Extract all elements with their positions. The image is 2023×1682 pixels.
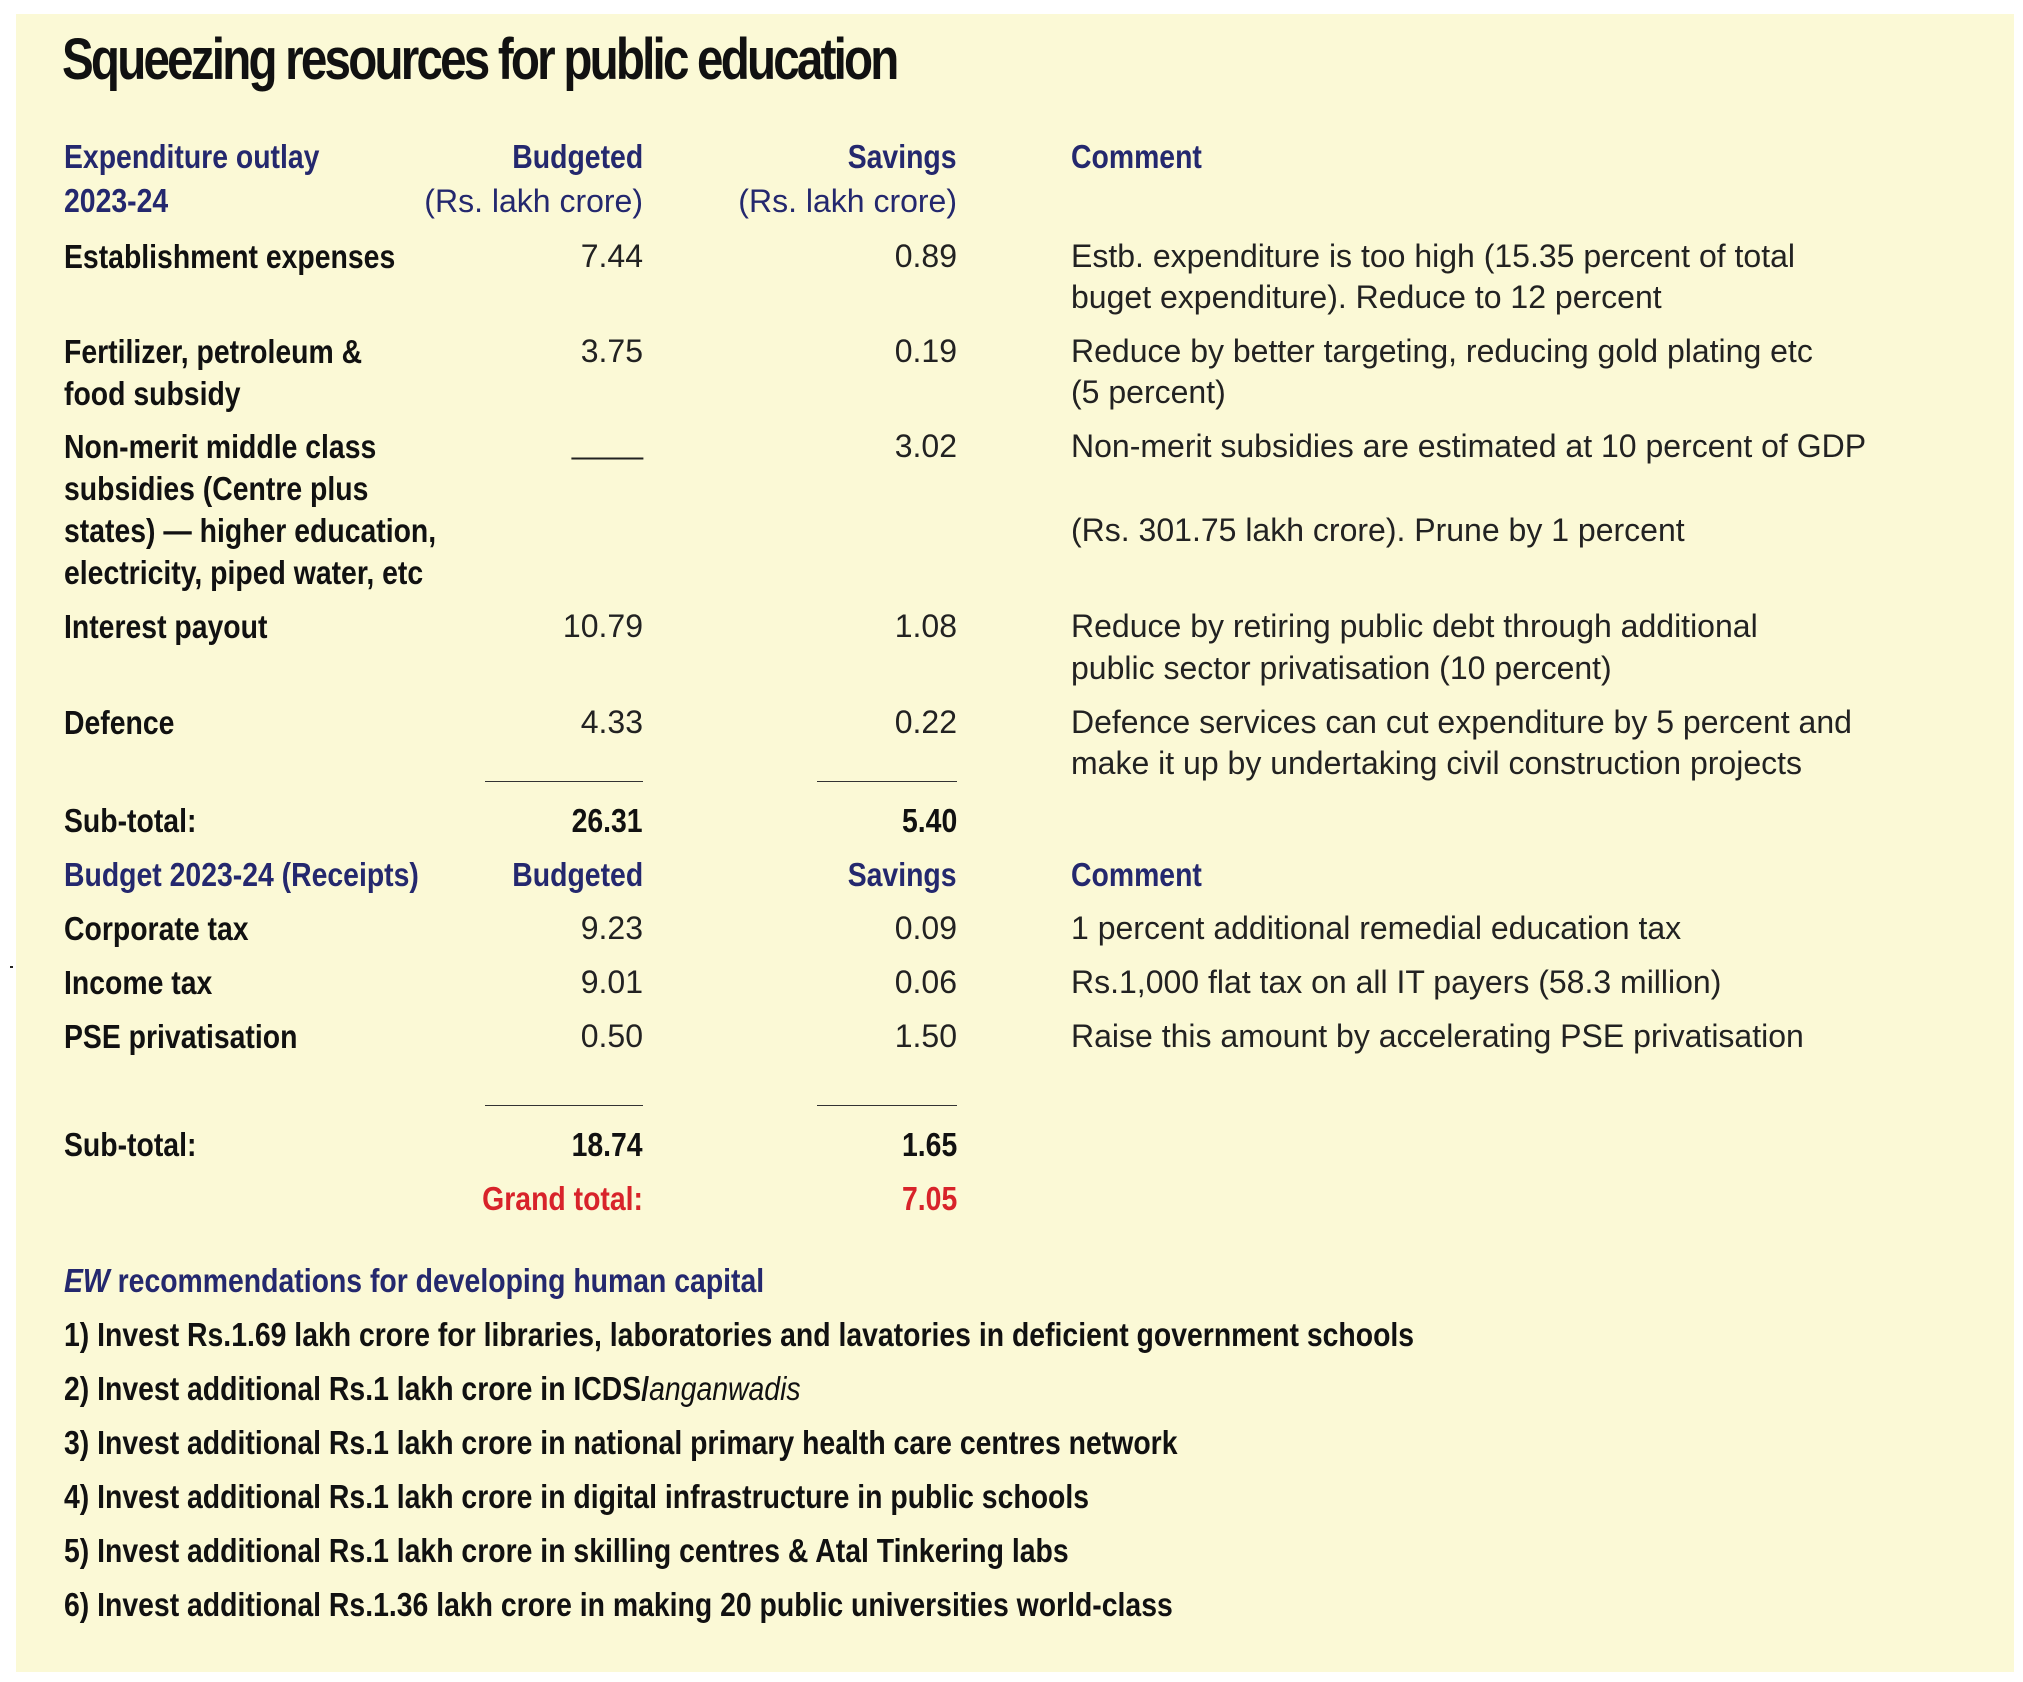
row-label-income-tax: Income tax	[64, 964, 213, 1001]
recommendation-item: 4) Invest additional Rs.1 lakh crore in digital infrastructure in public schools	[64, 1478, 1090, 1515]
row-label-pse-privatisation: PSE privatisation	[64, 1018, 298, 1055]
subtotal-budgeted: 26.31	[571, 802, 643, 839]
expenditure-header-year: 2023-24	[64, 182, 169, 219]
comment-line: buget expenditure). Reduce to 12 percent	[1071, 279, 1662, 315]
receipts-comment-header: Comment	[1071, 856, 1202, 893]
receipts-savings-header: Savings	[848, 856, 957, 893]
recommendation-item-text: 2) Invest additional Rs.1 lakh crore in ICDS/	[64, 1370, 650, 1407]
sum-rule	[817, 781, 957, 782]
row-label-establishment: Establishment expenses	[64, 238, 396, 275]
row-label-non-merit: subsidies (Centre plus	[64, 470, 369, 507]
savings-value: 1.08	[894, 608, 957, 644]
comment-line: 1 percent additional remedial education tax	[1071, 910, 1682, 946]
recommendations-heading	[64, 1262, 764, 1300]
recommendation-item-italic: anganwadis	[649, 1370, 801, 1407]
budgeted-value: 9.23	[580, 910, 643, 946]
savings-value: 0.19	[894, 333, 957, 369]
receipts-budgeted-header: Budgeted	[512, 856, 643, 893]
comment-line: Estb. expenditure is too high (15.35 percent of total	[1071, 238, 1796, 274]
budgeted-value: 0.50	[580, 1018, 643, 1054]
budgeted-value: 3.75	[580, 333, 643, 369]
margin-mark	[10, 966, 13, 968]
savings-value: 3.02	[894, 428, 957, 464]
row-label-subsidy: food subsidy	[64, 375, 241, 412]
budgeted-value: 4.33	[580, 704, 643, 740]
comment-line: Defence services can cut expenditure by 5 percent and	[1071, 704, 1852, 740]
row-label-corporate-tax: Corporate tax	[64, 910, 249, 947]
sum-rule	[817, 1105, 957, 1106]
comment-line: make it up by undertaking civil construction projects	[1071, 745, 1803, 781]
budgeted-value-blank: ____	[571, 424, 643, 460]
sum-rule	[485, 781, 643, 782]
savings-header: Savings	[848, 138, 957, 175]
row-label-interest: Interest payout	[64, 608, 268, 645]
budgeted-value: 7.44	[580, 238, 643, 274]
recommendation-item	[64, 1370, 801, 1408]
expenditure-header-label: Expenditure outlay	[64, 138, 320, 175]
comment-line: Raise this amount by accelerating PSE privatisation	[1071, 1018, 1804, 1054]
savings-value: 0.06	[894, 964, 957, 1000]
savings-value: 1.50	[894, 1018, 957, 1054]
savings-value: 0.22	[894, 704, 957, 740]
page-title: Squeezing resources for public education	[62, 27, 897, 92]
comment-line: Rs.1,000 flat tax on all IT payers (58.3 million)	[1071, 964, 1722, 1000]
grand-total-value: 7.05	[901, 1180, 957, 1217]
recommendation-item: 3) Invest additional Rs.1 lakh crore in national primary health care centres network	[64, 1424, 1178, 1461]
savings-value: 0.89	[894, 238, 957, 274]
recommendation-item: 5) Invest additional Rs.1 lakh crore in skilling centres & Atal Tinkering labs	[64, 1532, 1069, 1569]
comment-line: public sector privatisation (10 percent)	[1071, 650, 1612, 686]
sum-rule	[485, 1105, 643, 1106]
budgeted-unit: (Rs. lakh crore)	[424, 183, 643, 219]
row-label-non-merit: electricity, piped water, etc	[64, 554, 424, 591]
comment-line: Non-merit subsidies are estimated at 10 percent of GDP	[1071, 428, 1867, 464]
budgeted-value: 10.79	[562, 608, 643, 644]
budgeted-value: 9.01	[580, 964, 643, 1000]
comment-line: (Rs. 301.75 lakh crore). Prune by 1 percent	[1071, 512, 1685, 548]
comment-line: Reduce by retiring public debt through additional	[1071, 608, 1758, 644]
budgeted-header: Budgeted	[512, 138, 643, 175]
recommendations-heading-ew: EW	[64, 1262, 110, 1299]
subtotal-savings: 5.40	[901, 802, 957, 839]
row-label-defence: Defence	[64, 704, 175, 741]
comment-header: Comment	[1071, 138, 1202, 175]
comment-line: (5 percent)	[1071, 374, 1226, 410]
row-label-non-merit: Non-merit middle class	[64, 428, 377, 465]
row-label-non-merit: states) — higher education,	[64, 512, 437, 549]
savings-unit: (Rs. lakh crore)	[738, 183, 957, 219]
recommendation-item: 1) Invest Rs.1.69 lakh crore for libraries, laboratories and lavatories in deficient government schools	[64, 1316, 1415, 1353]
receipts-header-label: Budget 2023-24 (Receipts)	[64, 856, 419, 893]
recommendations-heading-text: recommendations for developing human capital	[109, 1262, 765, 1299]
recommendation-item: 6) Invest additional Rs.1.36 lakh crore in making 20 public universities world-class	[64, 1586, 1173, 1623]
comment-line: Reduce by better targeting, reducing gold plating etc	[1071, 333, 1813, 369]
subtotal-label: Sub-total:	[64, 802, 197, 839]
row-label-subsidy: Fertilizer, petroleum &	[64, 333, 363, 370]
grand-total-label: Grand total:	[482, 1180, 643, 1217]
subtotal-budgeted: 18.74	[571, 1126, 643, 1163]
subtotal-label: Sub-total:	[64, 1126, 197, 1163]
savings-value: 0.09	[894, 910, 957, 946]
subtotal-savings: 1.65	[901, 1126, 957, 1163]
